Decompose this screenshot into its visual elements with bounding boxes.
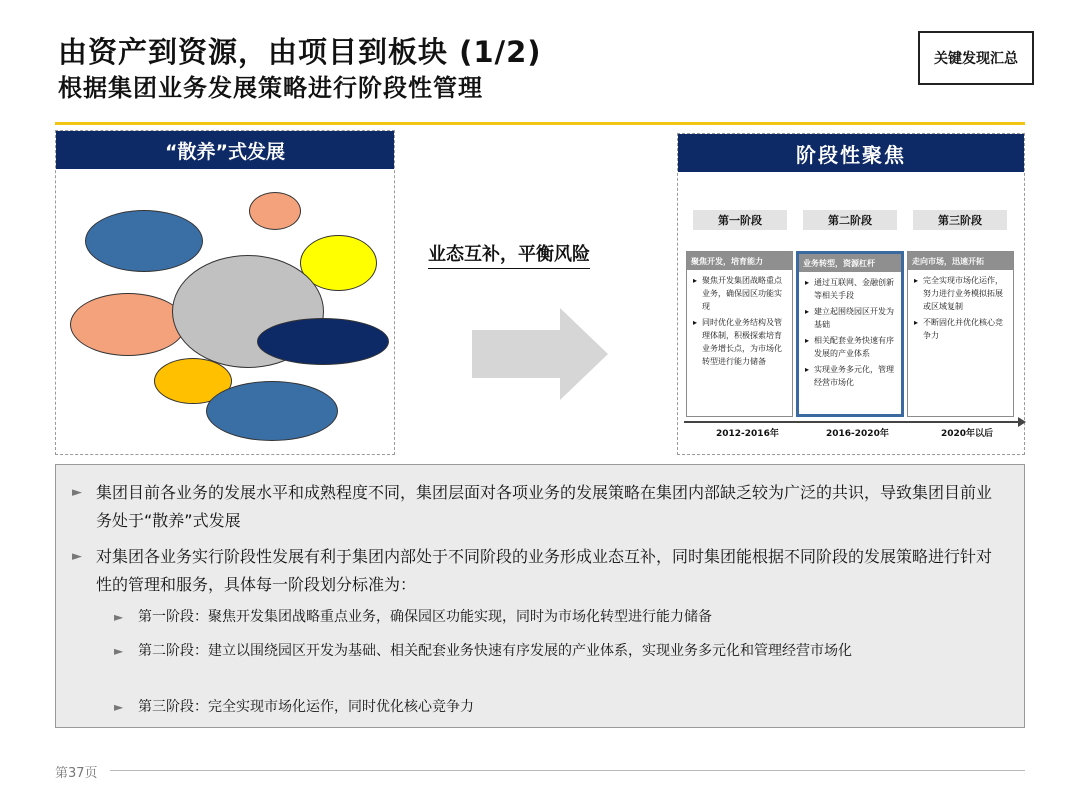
stage-2-item: ▸ 实现业务多元化，管理经营市场化 bbox=[805, 363, 897, 389]
year-stage-3: 2020年以后 bbox=[941, 429, 994, 439]
page-number: 第37页 bbox=[55, 766, 98, 781]
bullet-text: 对集团各业务实行阶段性发展有利于集团内部处于不同阶段的业务形成业态互补，同时集团能根据不同阶段的发展策略进行针对性的管理和服务，具体每一阶段划分标准为： bbox=[96, 547, 993, 594]
bullet-arrow-icon: ► bbox=[114, 700, 124, 714]
bullet-text: 集团目前各业务的发展水平和成熟程度不同，集团层面对各项业务的发展策略在集团内部缺乏较为广泛的共识，导致集团目前业务处于“散养”式发展 bbox=[96, 483, 993, 530]
complementary-label: 业态互补，平衡风险 bbox=[428, 240, 590, 269]
left-panel-title: “散养”式发展 bbox=[56, 131, 394, 169]
bullet-text: 第二阶段：建立以围绕园区开发为基础、相关配套业务快速有序发展的产业体系，实现业务多元化和管理经营市场化 bbox=[138, 643, 852, 659]
stage-2-item: ▸ 通过互联网、金融创新等相关手段 bbox=[805, 276, 897, 302]
year-stage-2: 2016-2020年 bbox=[826, 429, 889, 439]
page-title: 由资产到资源，由项目到板块 (1/2) bbox=[58, 35, 542, 69]
page-subtitle: 根据集团业务发展策略进行阶段性管理 bbox=[58, 74, 483, 102]
stage-3-box bbox=[907, 251, 1014, 417]
bubble-navy bbox=[257, 318, 389, 365]
tab-stage-1: 第一阶段 bbox=[693, 210, 787, 230]
bullet-arrow-icon: ► bbox=[72, 549, 82, 564]
stage-3-item: ▸ 完全实现市场化运作，努力进行业务模拟拓展或区域复制 bbox=[914, 274, 1009, 313]
stage-1-box bbox=[686, 251, 793, 417]
bullet-text: 第一阶段：聚焦开发集团战略重点业务，确保园区功能实现，同时为市场化转型进行能力储备 bbox=[138, 609, 712, 625]
bullet-arrow-icon: ► bbox=[114, 610, 124, 624]
stage-1-item: ▸ 聚焦开发集团战略重点业务，确保园区功能实现 bbox=[693, 274, 788, 313]
stage-3-item: ▸ 不断固化并优化核心竞争力 bbox=[914, 316, 1009, 342]
bullet-staged-development bbox=[72, 543, 1006, 599]
bubble-blue-bottom bbox=[206, 381, 338, 441]
stage-2-item: ▸ 建立起围绕园区开发为基础 bbox=[805, 305, 897, 331]
stage-2-box bbox=[796, 251, 904, 417]
bullet-arrow-icon: ► bbox=[72, 485, 82, 500]
header-divider bbox=[55, 122, 1025, 125]
timeline-arrow bbox=[684, 421, 1020, 423]
bubble-orange-small bbox=[249, 192, 301, 230]
bubble-blue-large bbox=[85, 210, 203, 272]
tab-stage-2: 第二阶段 bbox=[803, 210, 897, 230]
stage-1-item: ▸ 同时优化业务结构及管理体制，积极探索培育业务增长点，为市场化转型进行能力储备 bbox=[693, 316, 788, 368]
sub-bullet-stage-3 bbox=[114, 696, 1008, 718]
tab-stage-3: 第三阶段 bbox=[913, 210, 1007, 230]
bullet-text: 第三阶段：完全实现市场化运作，同时优化核心竞争力 bbox=[138, 699, 474, 715]
bubble-orange-large bbox=[70, 293, 186, 356]
sub-bullet-stage-1 bbox=[114, 606, 1008, 628]
bullet-arrow-icon: ► bbox=[114, 644, 124, 658]
year-stage-1: 2012-2016年 bbox=[716, 429, 779, 439]
stage-3-header: 走向市场，迅速开拓 bbox=[908, 252, 1013, 270]
right-arrow-icon bbox=[472, 308, 610, 400]
stage-2-header: 业务转型，资源杠杆 bbox=[799, 254, 901, 272]
stage-1-header: 聚焦开发，培育能力 bbox=[687, 252, 792, 270]
right-panel-title: 阶段性聚焦 bbox=[678, 134, 1024, 172]
key-findings-box: 关键发现汇总 bbox=[918, 31, 1034, 85]
bullet-current-state bbox=[72, 479, 1006, 535]
sub-bullet-stage-2 bbox=[114, 640, 1008, 662]
stage-2-item: ▸ 相关配套业务快速有序发展的产业体系 bbox=[805, 334, 897, 360]
footer-divider bbox=[110, 770, 1025, 771]
